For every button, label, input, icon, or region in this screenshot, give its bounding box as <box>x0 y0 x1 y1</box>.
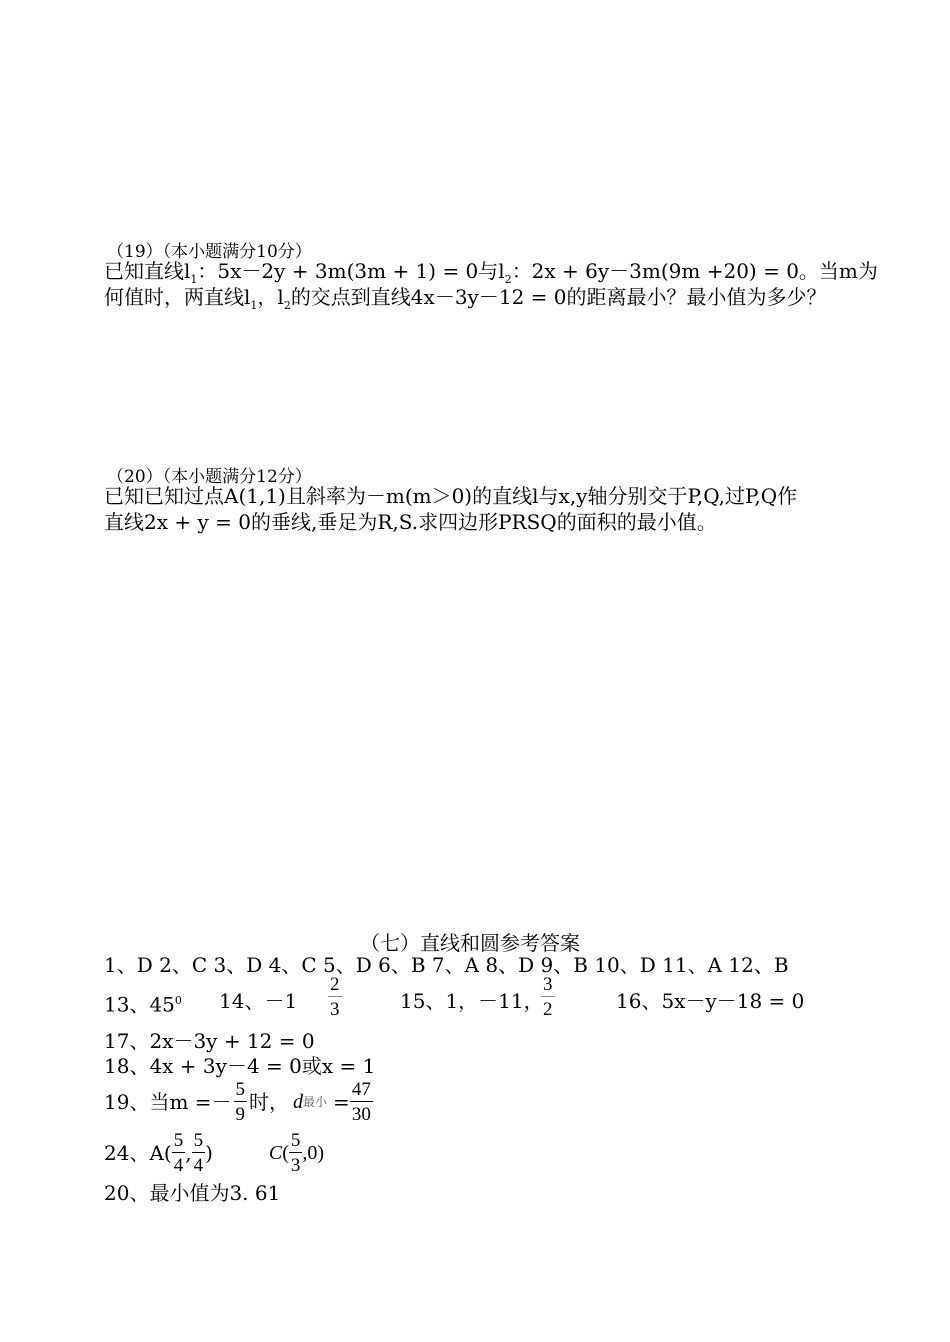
answer-16: 16、5x－y－18 = 0 <box>616 989 805 1013</box>
answer-24-comma: , <box>185 1141 192 1165</box>
answer-14-numerator: 2 <box>330 974 340 995</box>
answer-24-denominator-1: 4 <box>172 1152 186 1175</box>
answer-24-numerator-1: 5 <box>173 1130 184 1151</box>
answer-15-numerator: 3 <box>543 974 553 995</box>
answer-24-close: ) <box>205 1141 213 1165</box>
answer-14-denominator: 3 <box>328 996 342 1019</box>
answer-19-d: d <box>293 1091 304 1113</box>
answer-19-mid: 时， <box>249 1090 290 1114</box>
answer-24-tail: ,0) <box>302 1142 325 1164</box>
answer-18: 18、4x + 3y－4 = 0或x = 1 <box>104 1054 376 1078</box>
answer-24-numerator-3: 5 <box>290 1130 301 1151</box>
answer-15-denominator: 2 <box>541 996 555 1019</box>
q19-line1-e: ：2x + 6y－3m(9m +20) = 0。当m为 <box>511 259 878 283</box>
answer-14: 14、－1 <box>219 989 298 1013</box>
answer-19-equals: = <box>333 1090 350 1114</box>
answer-13-sup: 0 <box>174 994 182 1007</box>
answer-24-numerator-2: 5 <box>193 1130 204 1151</box>
q19-line2-c: ，l <box>257 285 284 309</box>
q19-line2-a: 何值时，两直线l <box>104 285 251 309</box>
answer-19-numerator: 5 <box>235 1079 246 1100</box>
answer-14-fraction <box>328 975 342 1019</box>
answer-15-fraction <box>541 975 555 1019</box>
answer-19-denominator: 9 <box>234 1101 248 1124</box>
answer-19-prefix: 19、当m =－ <box>104 1090 232 1114</box>
q19-line2-sub1: 1 <box>250 299 258 312</box>
answer-24 <box>104 1130 324 1176</box>
answer-row-1: 1、D 2、C 3、D 4、C 5、D 6、B 7、A 8、D 9、B 10、D 11、A 12、B <box>104 953 789 977</box>
answer-20: 20、最小值为3. 61 <box>104 1181 281 1205</box>
answer-19-denominator-2: 30 <box>350 1101 373 1124</box>
q19-line1-sub1: 1 <box>190 273 198 286</box>
q19-header: （19）（本小题满分10分） <box>107 242 312 262</box>
answers-title: （七）直线和圆参考答案 <box>360 931 580 955</box>
answer-13-text: 13、45 <box>104 992 175 1017</box>
q20-line-1: 已知已知过点A(1,1)且斜率为－m(m＞0)的直线l与x,y轴分别交于P,Q,过P,Q作 <box>104 484 798 508</box>
q19-line1-a: 已知直线l <box>104 259 191 283</box>
answer-19-numerator-2: 47 <box>351 1079 371 1100</box>
answer-17: 17、2x－3y + 12 = 0 <box>104 1029 315 1053</box>
answer-24-open: ( <box>282 1142 289 1164</box>
q19-line1-c: ：5x－2y + 3m(3m + 1) = 0与l <box>197 259 505 283</box>
answer-24-c-label: C <box>268 1142 283 1164</box>
q20-header: （20）（本小题满分12分） <box>107 467 312 487</box>
q20-line-2: 直线2x + y = 0的垂线,垂足为R,S.求四边形PRSQ的面积的最小值。 <box>104 510 717 534</box>
q19-line1-sub2: 2 <box>504 273 512 286</box>
q19-line2-e: 的交点到直线4x－3y－12 = 0的距离最小？最小值为多少？ <box>290 285 827 309</box>
q19-line-2 <box>104 285 827 318</box>
answer-24-denominator-3: 3 <box>289 1152 303 1175</box>
answer-19 <box>104 1078 373 1126</box>
answer-19-subscript: 最小 <box>303 1095 328 1109</box>
answer-13 <box>104 989 182 1017</box>
answer-24-denominator-2: 4 <box>192 1152 206 1175</box>
q19-line2-sub2: 2 <box>283 299 291 312</box>
answer-24-prefix: 24、A( <box>104 1141 172 1165</box>
answer-15: 15、1，－11， <box>400 989 544 1013</box>
